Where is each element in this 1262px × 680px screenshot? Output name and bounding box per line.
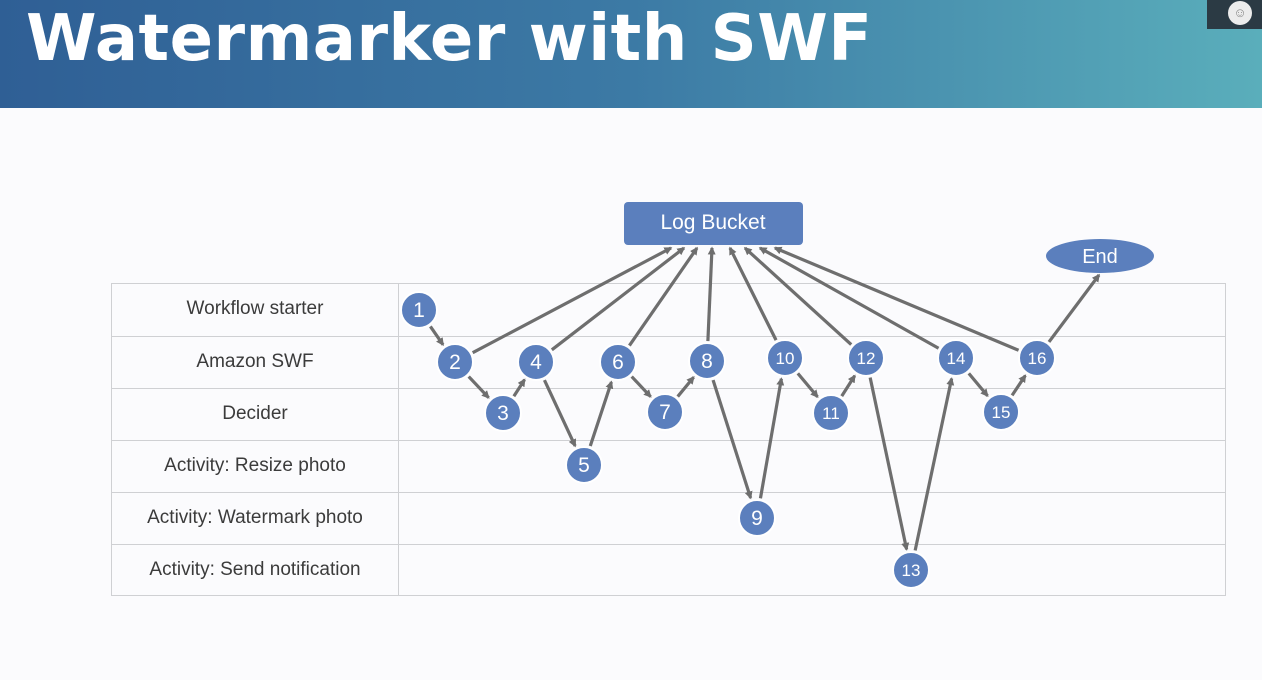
nodes-layer <box>401 292 1055 588</box>
flow-arrow <box>632 377 651 397</box>
flow-arrow <box>514 380 525 397</box>
step-node <box>938 340 974 376</box>
step-node <box>437 344 473 380</box>
end-label: End <box>1082 246 1118 268</box>
log-arrow <box>730 248 776 340</box>
step-node <box>1019 340 1055 376</box>
step-node-label: 10 <box>775 349 795 368</box>
step-node <box>739 500 775 536</box>
flow-arrow <box>870 378 906 550</box>
step-node <box>983 394 1019 430</box>
flow-arrow <box>678 377 694 396</box>
flow-arrow <box>544 380 575 446</box>
step-node-label: 13 <box>901 561 921 580</box>
step-node <box>689 343 725 379</box>
step-node <box>566 447 602 483</box>
step-node-label: 5 <box>578 454 590 477</box>
step-node-label: 15 <box>991 403 1011 422</box>
step-node <box>600 344 636 380</box>
step-node <box>893 552 929 588</box>
end-node <box>1046 239 1154 273</box>
log-arrow <box>745 248 851 345</box>
step-node <box>813 395 849 431</box>
lane-label-resize-photo: Activity: Resize photo <box>164 455 346 476</box>
lane-label-send-notification: Activity: Send notification <box>149 559 361 580</box>
step-node-label: 3 <box>497 402 509 425</box>
log-arrow <box>775 248 1019 350</box>
step-node <box>767 340 803 376</box>
step-node-label: 14 <box>946 349 966 368</box>
lane-label-amazon-swf: Amazon SWF <box>196 351 314 372</box>
lane-label-watermark-photo: Activity: Watermark photo <box>147 507 363 528</box>
step-node <box>647 394 683 430</box>
slide-title: Watermarker with SWF <box>26 2 873 76</box>
step-node-label: 9 <box>751 507 763 530</box>
flow-arrow <box>915 379 951 551</box>
step-node-label: 16 <box>1027 349 1047 368</box>
flow-arrow <box>713 380 751 498</box>
user-avatar-icon: ☺ <box>1228 1 1252 25</box>
log-arrow <box>760 248 939 348</box>
flow-arrow <box>760 379 781 499</box>
flow-arrow <box>469 377 489 398</box>
step-node <box>848 340 884 376</box>
flow-arrow <box>1012 375 1025 395</box>
flow-arrow <box>798 373 818 397</box>
step-node-label: 1 <box>413 299 425 322</box>
lane-label-decider: Decider <box>222 403 288 424</box>
step-node <box>518 344 554 380</box>
flow-arrow <box>590 382 611 446</box>
step-node-label: 2 <box>449 351 461 374</box>
end-arrow <box>1049 275 1099 342</box>
step-node <box>485 395 521 431</box>
log-bucket-label: Log Bucket <box>660 211 766 234</box>
step-node-label: 7 <box>659 401 671 424</box>
log-arrow <box>708 248 712 341</box>
step-node-label: 12 <box>856 349 876 368</box>
flow-arrow <box>969 373 988 396</box>
flow-arrow <box>842 376 855 396</box>
step-node-label: 11 <box>822 404 840 423</box>
step-node-label: 8 <box>701 350 713 373</box>
step-node-label: 4 <box>530 351 542 374</box>
step-node <box>401 292 437 328</box>
log-bucket-box <box>624 202 803 245</box>
flow-arrow <box>430 326 443 344</box>
step-node-label: 6 <box>612 351 624 374</box>
log-arrow <box>473 248 671 353</box>
lane-label-workflow-starter: Workflow starter <box>186 298 324 319</box>
